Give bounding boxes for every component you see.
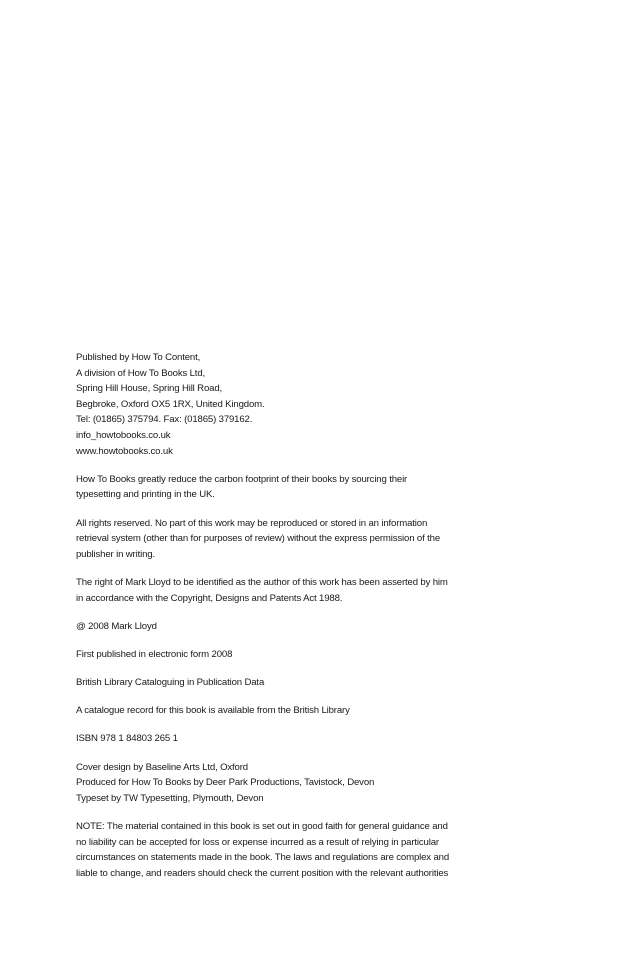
carbon-note (76, 472, 556, 503)
rights-line: publisher in writing. (76, 548, 155, 560)
isbn (76, 731, 556, 747)
address-line: Spring Hill House, Spring Hill Road, (76, 383, 223, 395)
phone-fax-line: Tel: (01865) 375794. Fax: (01865) 379162. (76, 414, 253, 426)
copyright-line: @ 2008 Mark Lloyd (76, 620, 157, 632)
cip-heading-line: British Library Cataloguing in Publication Data (76, 677, 265, 689)
cover-design-line: Cover design by Baseline Arts Ltd, Oxford (76, 761, 248, 773)
liability-note (76, 819, 556, 881)
rights-statement (76, 516, 556, 563)
publisher-address (76, 350, 556, 459)
email-line: info_howtobooks.co.uk (76, 429, 171, 441)
rights-line: All rights reserved. No part of this work may be reproduced or stored in an information (76, 517, 428, 529)
author-right-line: in accordance with the Copyright, Designs and Patents Act 1988. (76, 592, 343, 604)
note-line: liable to change, and readers should check the current position with the relevant authorities (76, 867, 449, 879)
note-line: circumstances on statements made in the book. The laws and regulations are complex and (76, 852, 450, 864)
carbon-note-line: How To Books greatly reduce the carbon footprint of their books by sourcing their (76, 473, 408, 485)
produced-for-line: Produced for How To Books by Deer Park Productions, Tavistock, Devon (76, 777, 375, 789)
isbn-line: ISBN 978 1 84803 265 1 (76, 733, 178, 745)
rights-line: retrieval system (other than for purposes of review) without the express permission of the (76, 533, 441, 545)
catalogue-record (76, 703, 556, 719)
author-right-line: The right of Mark Lloyd to be identified as the author of this work has been asserted by him (76, 576, 448, 588)
carbon-note-line: typesetting and printing in the UK. (76, 489, 215, 501)
first-published (76, 647, 556, 663)
website-line: www.howtobooks.co.uk (76, 445, 173, 457)
typeset-line: Typeset by TW Typesetting, Plymouth, Devon (76, 792, 264, 804)
imprint-block (76, 350, 556, 894)
catalogue-record-line: A catalogue record for this book is available from the British Library (76, 705, 350, 717)
note-line: no liability can be accepted for loss or expense incurred as a result of relying in particular (76, 836, 439, 848)
copyright-notice (76, 619, 556, 635)
cip-heading (76, 675, 556, 691)
first-published-line: First published in electronic form 2008 (76, 648, 233, 660)
address-line: Begbroke, Oxford OX5 1RX, United Kingdom. (76, 398, 265, 410)
author-right-statement (76, 575, 556, 606)
note-line: NOTE: The material contained in this book is set out in good faith for general guidance and (76, 821, 448, 832)
division-line: A division of How To Books Ltd, (76, 367, 206, 379)
publisher-line: Published by How To Content, (76, 352, 201, 363)
production-credits (76, 760, 556, 807)
